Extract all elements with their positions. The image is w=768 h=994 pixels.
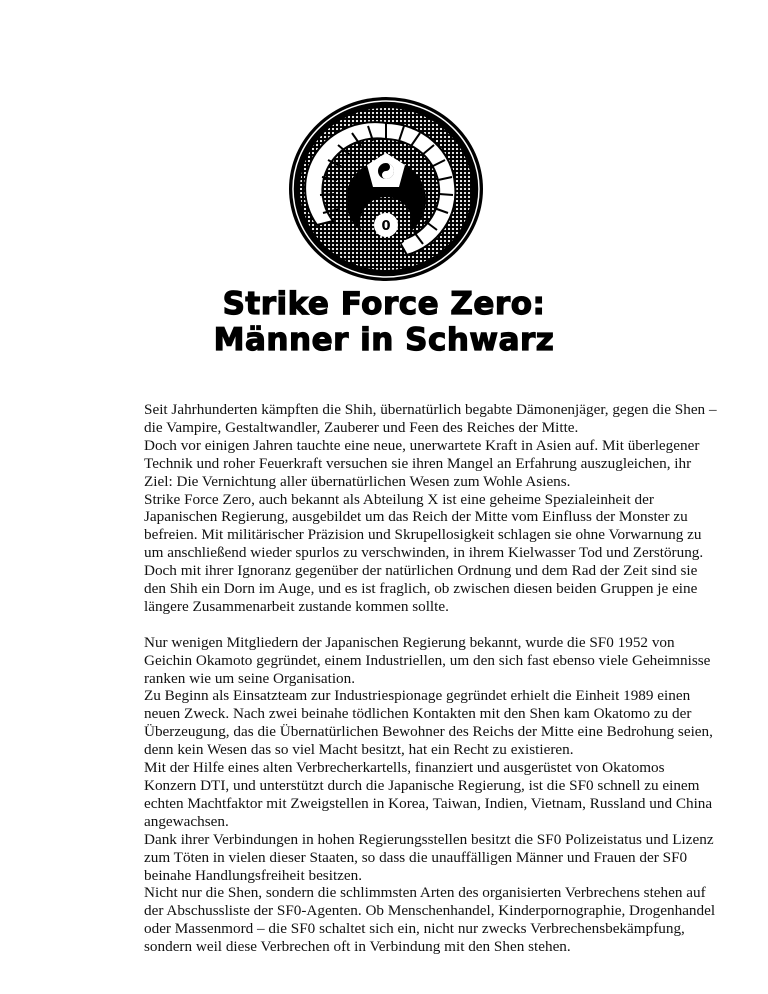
text-line: Dank ihrer Verbindungen in hohen Regierungsstellen besitzt die SF0 Polizeistatus und Lizenz [144, 830, 714, 848]
emblem-logo [287, 95, 485, 283]
text-line: Japanischen Regierung, ausgebildet um das Reich der Mitte vom Einfluss der Monster zu [144, 508, 688, 526]
text-line: Mit der Hilfe eines alten Verbrecherkartells, finanziert und ausgerüstet von Okatomos [144, 759, 665, 777]
text-line: die Vampire, Gestaltwandler, Zauberer und Feen des Reiches der Mitte. [144, 418, 579, 436]
text-line: echten Machtfaktor mit Zweigstellen in Korea, Taiwan, Indien, Vietnam, Russland und China [144, 794, 713, 812]
text-line: beinahe Handlungsfreiheit besitzen. [144, 866, 363, 884]
text-line: zum Töten in vielen dieser Staaten, so dass die unauffälligen Männer und Frauen der SF0 [144, 848, 688, 866]
document-title [0, 286, 768, 358]
text-line: denn kein Wesen das so viel Macht besitzt, hat ein Recht zu existieren. [144, 741, 574, 759]
text-line: oder Massenmord – die SF0 schaltet sich ein, nicht nur zwecks Verbrechensbekämpfung, [144, 920, 685, 938]
text-line: Nicht nur die Shen, sondern die schlimmsten Arten des organisierten Verbrechens stehen auf [144, 884, 706, 902]
paragraph-history [144, 633, 716, 956]
text-line: Seit Jahrhunderten kämpften die Shih, übernatürlich begabte Dämonenjäger, gegen die Shen – [144, 401, 717, 418]
text-line: angewachsen. [144, 812, 229, 830]
text-line: befreien. Mit militärischer Präzision und Skrupellosigkeit schlagen sie ohne Vorwarnung zu [144, 526, 702, 544]
text-line: Geichin Okamoto gegründet, einem Industriellen, um den sich fast ebenso viele Geheimnisse [144, 651, 711, 669]
text-line: den Shih ein Dorn im Auge, und es ist fraglich, ob zwischen diesen beiden Gruppen je eine [144, 580, 698, 598]
text-line: der Abschussliste der SF0-Agenten. Ob Menschenhandel, Kinderpornographie, Drogenhandel [144, 902, 716, 920]
text-line: längere Zusammenarbeit zustande kommen sollte. [144, 597, 449, 615]
text-line: Konzern DTI, und unterstützt durch die Japanische Regierung, ist die SF0 schnell zu einem [144, 777, 700, 795]
text-line: Ziel: Die Vernichtung aller übernatürlichen Wesen zum Wohle Asiens. [144, 472, 571, 490]
text-line: Doch mit ihrer Ignoranz gegenüber der natürlichen Ordnung und dem Rad der Zeit sind sie [144, 562, 698, 580]
text-line: um anschließend wieder spurlos zu verschwinden, in ihrem Kielwasser Tod und Zerstörung. [144, 544, 704, 562]
text-line: sondern weil diese Verbrechen oft in Verbindung mit den Shen stehen. [144, 938, 571, 956]
paragraph-intro [144, 401, 717, 616]
text-line: Zu Beginn als Einsatzteam zur Industriespionage gegründet erhielt die Einheit 1989 einen [144, 687, 691, 705]
svg-text:0: 0 [381, 219, 391, 234]
title-line-1: Strike Force Zero: [222, 286, 546, 322]
text-line: Doch vor einigen Jahren tauchte eine neue, unerwartete Kraft in Asien auf. Mit überlegener [144, 436, 700, 454]
text-line: Überzeugung, das die Übernatürlichen Bewohner des Reichs der Mitte eine Bedrohung seien, [144, 723, 713, 741]
title-line-2: Männer in Schwarz [213, 322, 555, 358]
text-line: Strike Force Zero, auch bekannt als Abteilung X ist eine geheime Spezialeinheit der [144, 490, 654, 508]
text-line: Technik und roher Feuerkraft versuchen sie ihren Mangel an Erfahrung auszugleichen, ihr [144, 454, 692, 472]
text-line: Nur wenigen Mitgliedern der Japanischen Regierung bekannt, wurde die SF0 1952 von [144, 633, 675, 651]
text-line: neuen Zweck. Nach zwei beinahe tödlichen Kontakten mit den Shen kam Okatomo zu der [144, 705, 692, 723]
text-line: ranken wie um seine Organisation. [144, 669, 356, 687]
serpent-emblem-icon [287, 95, 485, 283]
body-text [144, 401, 717, 974]
